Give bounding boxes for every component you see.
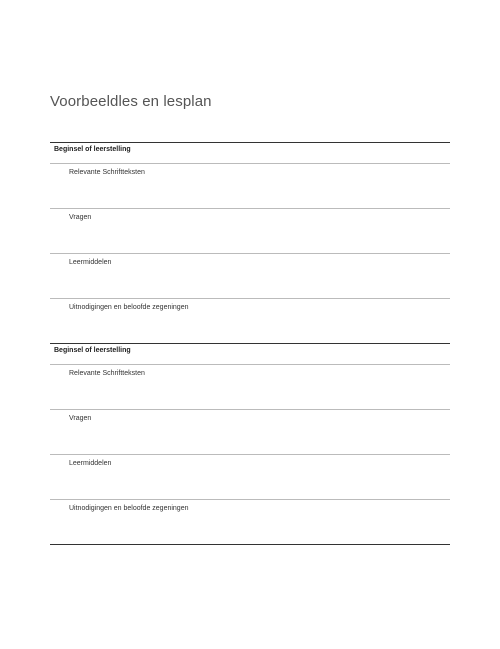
row-relevant-scriptures xyxy=(50,164,450,209)
row-label: Vragen xyxy=(69,415,92,422)
row-label: Uitnodigingen en beloofde zegeningen xyxy=(69,505,189,512)
row-label: Vragen xyxy=(69,214,92,221)
section-header xyxy=(50,343,450,365)
row-learning-resources xyxy=(50,254,450,299)
section-header-label: Beginsel of leerstelling xyxy=(54,146,131,153)
row-label: Relevante Schriftteksten xyxy=(69,169,145,176)
row-questions xyxy=(50,410,450,455)
lesson-section-2 xyxy=(50,343,450,545)
page-title: Voorbeeldles en lesplan xyxy=(50,93,212,110)
row-label: Relevante Schriftteksten xyxy=(69,370,145,377)
row-relevant-scriptures xyxy=(50,365,450,410)
row-learning-resources xyxy=(50,455,450,500)
row-label: Leermiddelen xyxy=(69,259,112,266)
row-label: Leermiddelen xyxy=(69,460,112,467)
row-invitations-blessings xyxy=(50,500,450,545)
lesson-section-1 xyxy=(50,142,450,344)
row-questions xyxy=(50,209,450,254)
bottom-divider xyxy=(50,544,450,545)
row-label: Uitnodigingen en beloofde zegeningen xyxy=(69,304,189,311)
row-invitations-blessings xyxy=(50,299,450,344)
section-header-label: Beginsel of leerstelling xyxy=(54,347,131,354)
section-header xyxy=(50,142,450,164)
